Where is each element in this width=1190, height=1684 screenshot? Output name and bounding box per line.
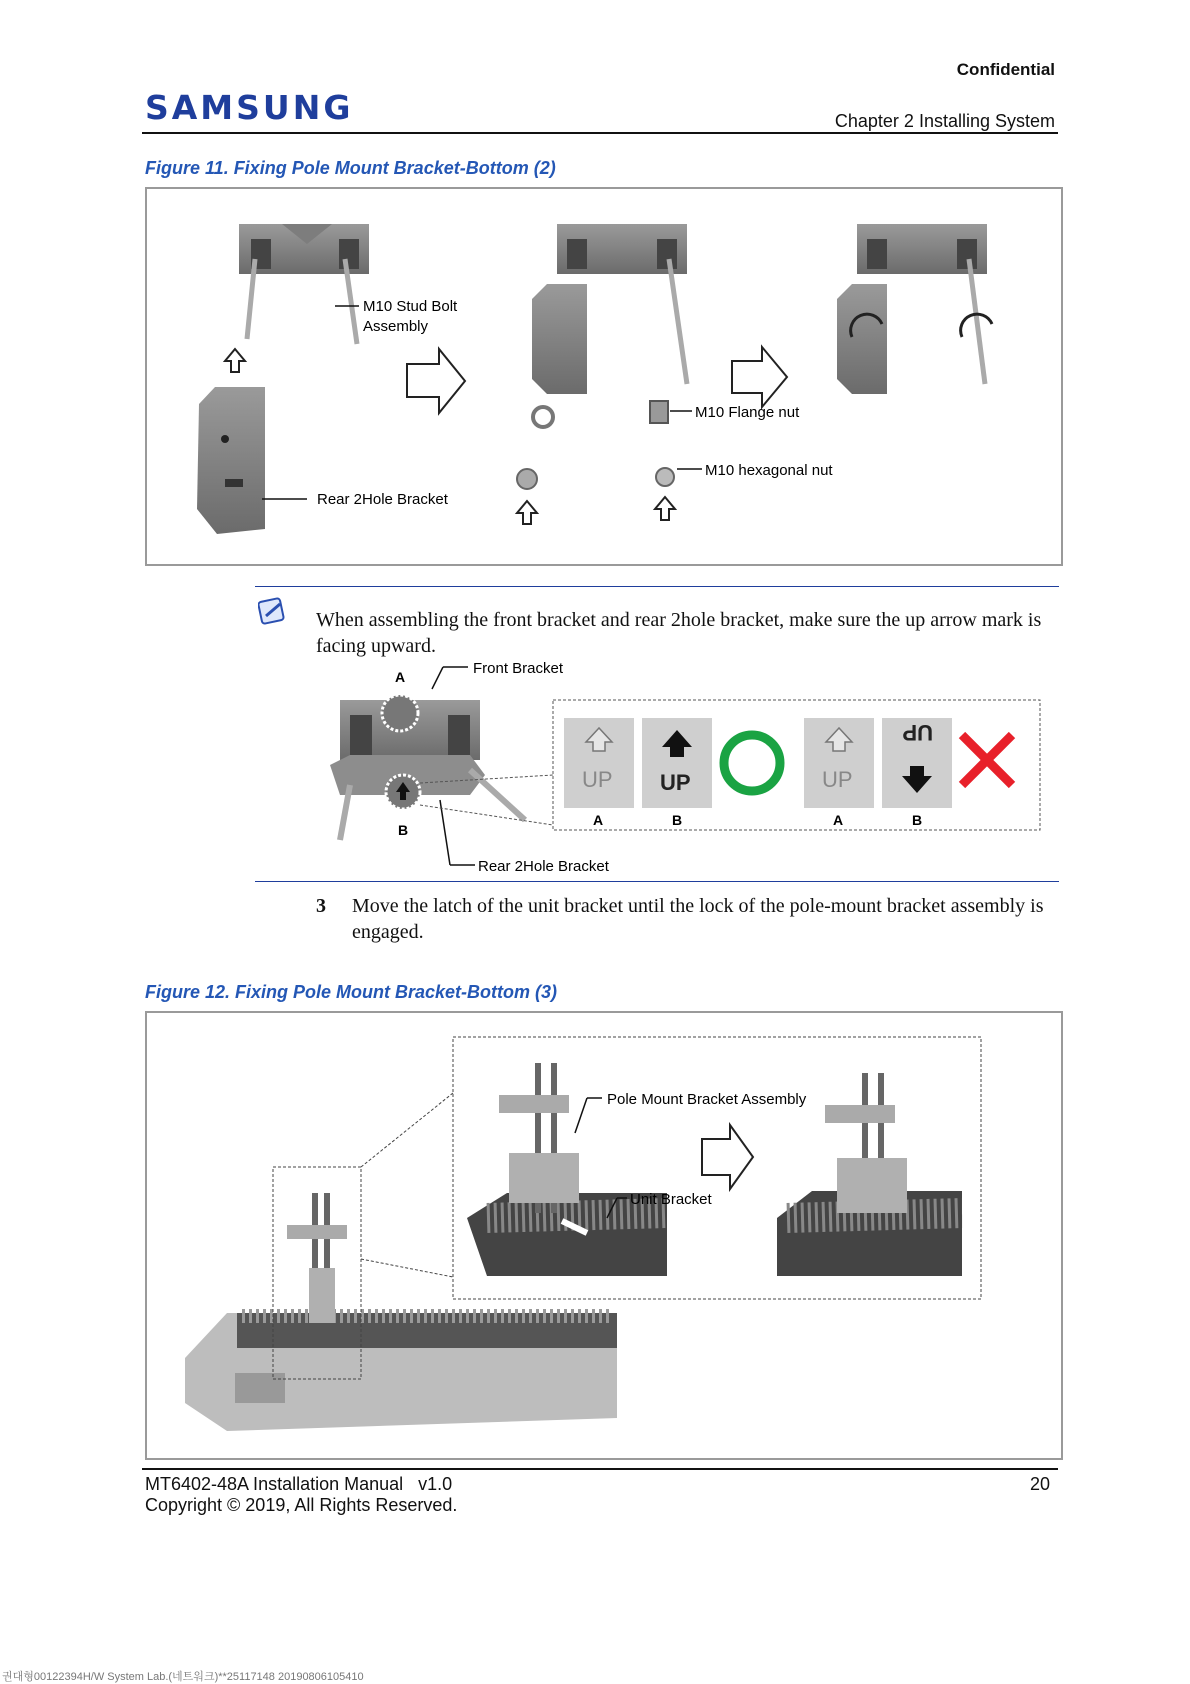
tile-b-wrong-up: UP [902,720,933,745]
note-top-rule [255,586,1059,587]
zoom-connector-1 [361,1093,453,1167]
label-rear-2hole: Rear 2Hole Bracket [478,858,609,875]
footer-copyright: Copyright © 2019, All Rights Reserved. [145,1495,458,1515]
label-front-bracket: Front Bracket [473,660,564,677]
tile-a-wrong-up: UP [822,767,853,792]
tile-a-correct [564,718,634,808]
pointer-pole-mount [575,1098,587,1133]
assembled-bracket [330,695,525,840]
up-arrow-1 [225,349,245,372]
tile-a-wrong-label: A [833,812,844,828]
zoom-line-2 [420,805,553,825]
label-pole-mount: Pole Mount Bracket Assembly [607,1091,807,1108]
label-rear-bracket: Rear 2Hole Bracket [317,491,448,508]
label-flange-nut: M10 Flange nut [695,404,800,421]
step-number: 3 [316,895,326,917]
footer-rule [142,1468,1058,1470]
pointer-front-bracket [432,667,443,689]
up-arrow-2 [517,501,537,524]
radio-unit [185,1313,617,1431]
figure-12-caption: Figure 12. Fixing Pole Mount Bracket-Bottom (3) [145,982,558,1002]
clamp-bracket-1 [239,224,369,344]
figure-11-caption: Figure 11. Fixing Pole Mount Bracket-Bottom (2) [145,158,556,178]
clamp-bracket-3 [837,224,987,394]
tile-b-correct-up: UP [660,770,691,795]
note-text: When assembling the front bracket and rear 2hole bracket, make sure the up arrow mark is facing upward. [316,609,1042,657]
note-icon [258,596,288,626]
clamp-bracket-2 [532,224,687,427]
label-stud-bolt-1: M10 Stud Bolt [363,298,458,315]
up-arrow-3 [655,497,675,520]
figure-12-illustration [147,1013,1061,1458]
label-stud-bolt-2: Assembly [363,318,429,335]
circle-ok-icon [724,735,780,791]
pointer-rear-2hole [440,800,450,865]
print-stamp: 권대형00122394H/W System Lab.(네트워크)**25117148 20190806105410 [2,1671,364,1683]
footer-manual: MT6402-48A Installation Manual v1.0 [145,1474,453,1494]
note-figure [310,655,1050,880]
note-bottom-rule [255,881,1059,882]
tile-b-wrong-label: B [912,812,923,828]
rear-2hole-bracket-1 [197,387,265,534]
tile-b-wrong [882,718,952,808]
step-text: Move the latch of the unit bracket until the lock of the pole-mount bracket assembly is engaged. [352,895,1044,943]
big-arrow-right-2 [732,347,787,407]
cross-x-icon [962,735,1012,785]
figure-11-box [145,187,1063,566]
label-unit-bracket: Unit Bracket [630,1191,712,1208]
samsung-logo: SAMSUNG [145,88,354,127]
tile-b-correct-label: B [672,812,683,828]
tile-a-correct-up: UP [582,767,613,792]
page-number: 20 [1030,1474,1051,1494]
figure-11-illustration [147,189,1061,564]
marker-b: B [398,822,409,838]
label-hex-nut: M10 hexagonal nut [705,462,833,479]
tile-a-wrong [804,718,874,808]
mounted-bracket-small [287,1193,347,1323]
big-arrow-right-1 [407,349,465,413]
confidential-label: Confidential [956,60,1055,79]
tile-b-correct [642,718,712,808]
chapter-title: Chapter 2 Installing System [834,111,1055,131]
tile-a-correct-label: A [593,812,604,828]
zoom-connector-2 [361,1259,453,1277]
hex-nut-2 [517,469,537,489]
big-arrow-right-3 [702,1125,753,1189]
marker-a: A [395,669,406,685]
flange-nut [650,401,668,423]
figure-12-box [145,1011,1063,1460]
hex-nut-3 [656,468,674,486]
header-rule [142,132,1058,134]
